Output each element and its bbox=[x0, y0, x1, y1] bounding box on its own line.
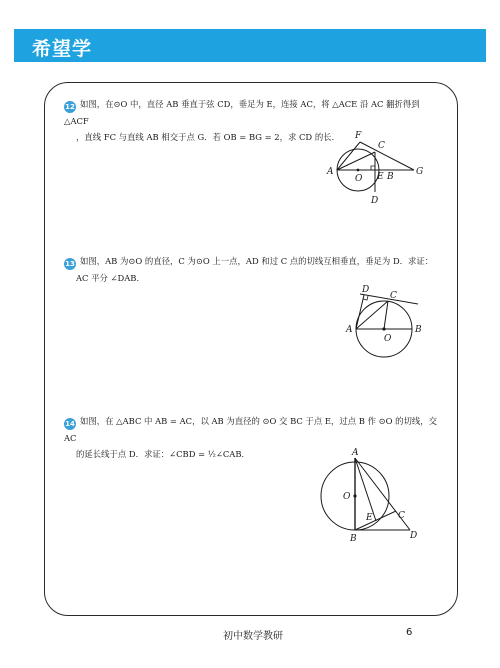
segment-ac bbox=[356, 301, 388, 329]
segment-oc bbox=[384, 301, 388, 329]
label-a: A bbox=[346, 325, 353, 335]
center-dot bbox=[357, 169, 360, 172]
brand-title: 希望学 bbox=[32, 38, 93, 60]
figure-12 bbox=[320, 126, 440, 210]
header-banner bbox=[14, 29, 486, 62]
segment-ad bbox=[356, 295, 364, 329]
label-a: A bbox=[327, 167, 334, 177]
label-d: D bbox=[410, 531, 418, 541]
label-e: E bbox=[377, 172, 384, 182]
problem-text-line1: 如图，AB 为⊙O 的直径，C 为⊙O 上一点，AD 和过 C 点的切线互相垂直，垂足为 D．求证： bbox=[80, 256, 434, 266]
segment-af bbox=[337, 142, 360, 170]
problem-text-line2: 的延长线于点 D．求证：∠CBD = ½∠CAB． bbox=[76, 449, 250, 459]
problem-text-line2: AC 平分 ∠DAB． bbox=[76, 273, 145, 283]
label-o: O bbox=[384, 334, 392, 344]
label-f: F bbox=[355, 131, 362, 141]
label-d: D bbox=[362, 285, 370, 295]
label-c: C bbox=[378, 141, 385, 151]
problem-number-badge: 14 bbox=[65, 420, 75, 428]
center-dot bbox=[353, 494, 356, 497]
center-dot bbox=[382, 327, 385, 330]
label-g: G bbox=[416, 167, 424, 177]
label-e: E bbox=[366, 513, 373, 523]
problem-text-line2: ，直线 FC 与直线 AB 相交于点 G．若 OB = BG = 2，求 CD 的长． bbox=[76, 132, 340, 142]
label-b: B bbox=[350, 534, 357, 544]
label-b: B bbox=[387, 172, 394, 182]
footer-title: 初中数学教研 bbox=[223, 631, 283, 642]
label-c: C bbox=[390, 291, 397, 301]
label-o: O bbox=[343, 492, 351, 502]
problem-text-line1: 如图，在 △ABC 中 AB = AC，以 AB 为直径的 ⊙O 交 BC 于点 E，过点 B 作 ⊙O 的切线，交 AC bbox=[64, 416, 440, 443]
problem-number-badge: 12 bbox=[65, 103, 75, 111]
page-number: 6 bbox=[406, 627, 413, 638]
problem-text-line1: 如图，在⊙O 中，直径 AB 垂直于弦 CD，垂足为 E，连接 AC，将 △ACE 沿 AC 翻折得到 △ACF bbox=[64, 99, 423, 126]
label-a: A bbox=[352, 448, 359, 458]
tangent-line bbox=[360, 294, 418, 304]
right-angle-mark bbox=[371, 166, 375, 170]
label-c: C bbox=[398, 511, 405, 521]
segment-ac bbox=[337, 152, 375, 170]
figure-14 bbox=[310, 448, 430, 544]
line-fg bbox=[360, 142, 414, 170]
label-b: B bbox=[415, 325, 422, 335]
figure-13 bbox=[340, 282, 440, 362]
problem-number-badge: 13 bbox=[65, 260, 75, 268]
label-d: D bbox=[371, 196, 379, 206]
label-o: O bbox=[355, 174, 363, 184]
